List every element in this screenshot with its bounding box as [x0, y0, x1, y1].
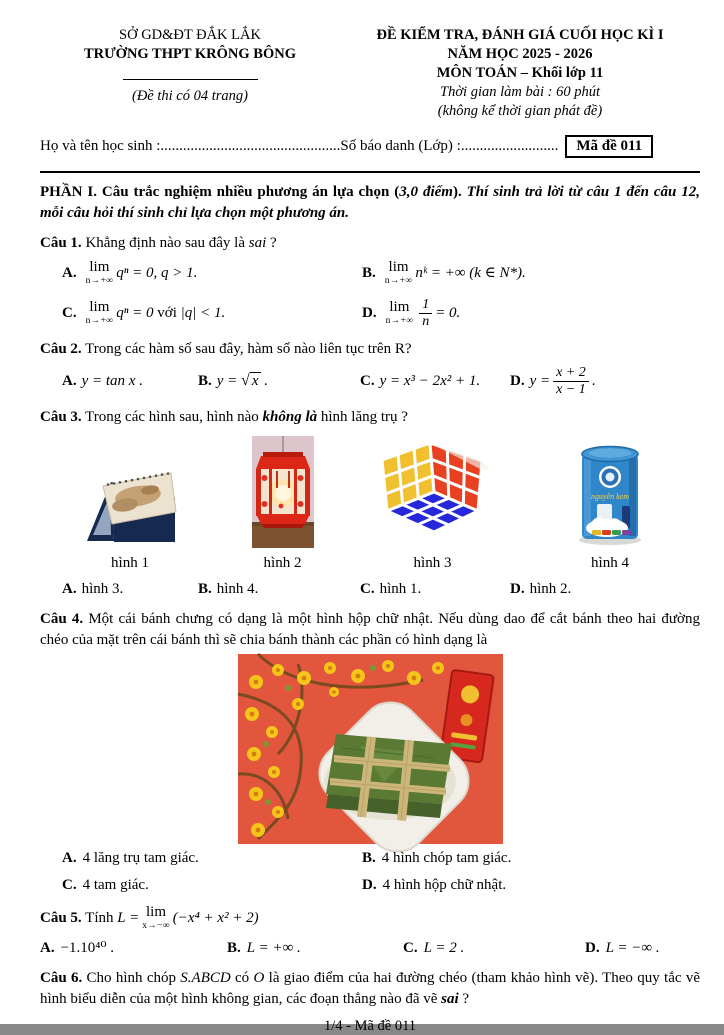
- option-formula: |q| < 1.: [180, 304, 226, 321]
- question-3: [40, 407, 700, 600]
- question-1-options: [62, 260, 700, 330]
- question-5-stem: Tính: [81, 909, 118, 926]
- header-right: [340, 26, 700, 121]
- option-letter: C.: [360, 372, 375, 389]
- question-1-text: [40, 233, 700, 254]
- option-text: hình 4.: [216, 580, 259, 597]
- lim-word: lim: [388, 259, 409, 275]
- part1-intro: [40, 182, 700, 224]
- lim-word: lim: [389, 298, 410, 315]
- lantern-image: [252, 436, 314, 548]
- option-1d[interactable]: [362, 297, 700, 330]
- figure-2-caption: hình 2: [263, 554, 302, 571]
- option-letter: D.: [362, 876, 377, 893]
- question-3-figures: [40, 436, 700, 574]
- rubiks-cube-image: [372, 436, 494, 548]
- question-4-text: [40, 609, 700, 651]
- option-letter: A.: [62, 580, 77, 597]
- question-6-tail: ?: [458, 991, 470, 1008]
- option-formula: qⁿ = 0: [116, 304, 154, 321]
- option-1a[interactable]: [62, 260, 362, 287]
- header-left: [40, 26, 340, 121]
- section-rule: [40, 171, 700, 173]
- option-1c[interactable]: [62, 297, 362, 330]
- option-2a[interactable]: [62, 365, 198, 398]
- option-formula: (−x⁴ + x² + 2): [172, 909, 259, 926]
- limit-notation: [385, 260, 413, 287]
- option-text: L = +∞ .: [246, 940, 301, 957]
- question-2-options: [62, 365, 700, 398]
- question-5-options: [40, 938, 700, 959]
- radical-sign: √: [241, 372, 250, 390]
- option-letter: A.: [40, 940, 55, 957]
- option-letter: B.: [227, 940, 241, 957]
- formula-prefix: L =: [117, 909, 140, 926]
- option-4b[interactable]: [362, 848, 700, 869]
- radicand: x: [251, 373, 259, 390]
- question-6-stem3: là giao điểm của hai đường chéo (tham khảo hình vẽ). Theo quy tắc vẽ hình biểu diễn của một hình không gian, các đoạn thẳng nào đã vẽ: [40, 970, 700, 1008]
- question-3-tail: hình lăng trụ ?: [317, 408, 408, 425]
- option-formula: nᵏ = +∞ (k ∈ N*).: [415, 264, 526, 281]
- figure-1-caption: hình 1: [111, 554, 149, 571]
- option-letter: D.: [510, 372, 525, 389]
- option-letter: C.: [360, 580, 375, 597]
- lim-subscript: n→+∞: [85, 315, 114, 326]
- option-3d[interactable]: [510, 579, 700, 600]
- limit-notation: [86, 260, 114, 287]
- formula-suffix: .: [260, 373, 268, 390]
- pages-note: (Đề thi có 04 trang): [132, 88, 248, 104]
- option-text: 4 hình hộp chữ nhật.: [382, 876, 507, 893]
- option-4d[interactable]: [362, 875, 700, 896]
- question-3-options: [62, 579, 700, 600]
- milk-can-image: [570, 440, 650, 548]
- fraction: [553, 365, 589, 398]
- question-6: [40, 968, 700, 1010]
- limit-notation: [386, 300, 414, 327]
- option-letter: B.: [198, 372, 212, 389]
- question-2-stem: Trong các hàm số sau đây, hàm số nào liên tục trên R?: [81, 340, 412, 357]
- option-text: −1.10⁴⁰ .: [60, 940, 115, 957]
- figure-3: [345, 436, 520, 574]
- question-2: [40, 339, 700, 398]
- question-6-text: [40, 968, 700, 1010]
- fraction-numerator: x + 2: [553, 365, 589, 382]
- pyramid-name: S.ABCD: [180, 970, 231, 987]
- can-label-text: nguyên kem: [591, 491, 629, 501]
- header: [40, 26, 700, 121]
- option-formula: [217, 370, 268, 392]
- calendar-image: [83, 458, 178, 548]
- part1-close: ).: [452, 184, 467, 200]
- figure-4: [520, 440, 700, 574]
- option-4c[interactable]: [62, 875, 362, 896]
- option-text: L = −∞ .: [605, 940, 660, 957]
- option-letter: D.: [362, 304, 377, 321]
- question-1: [40, 233, 700, 330]
- option-letter: A.: [62, 849, 77, 866]
- option-4a[interactable]: [62, 848, 362, 869]
- option-connector: với: [153, 304, 181, 321]
- question-5-label: Câu 5.: [40, 909, 82, 926]
- option-1b[interactable]: [362, 260, 700, 287]
- option-2c[interactable]: [360, 365, 510, 398]
- option-formula: y = tan x .: [81, 372, 143, 389]
- lim-word: lim: [145, 903, 166, 920]
- figure-3-caption: hình 3: [413, 554, 452, 571]
- lim-subscript: n→+∞: [384, 276, 413, 286]
- question-4: [40, 609, 700, 896]
- fraction-denominator: x − 1: [556, 381, 586, 397]
- option-5d[interactable]: [585, 938, 700, 959]
- question-6-stem: Cho hình chóp: [82, 970, 181, 987]
- question-1-tail: ?: [266, 235, 277, 251]
- limit-notation: [86, 300, 114, 327]
- question-6-stem2: có: [230, 970, 254, 987]
- option-text: 4 tam giác.: [82, 876, 149, 893]
- formula-suffix: .: [591, 372, 596, 389]
- option-letter: B.: [362, 264, 376, 281]
- question-5-text: [40, 905, 700, 932]
- question-6-label: Câu 6.: [40, 970, 83, 987]
- formula-prefix: y =: [529, 372, 551, 389]
- option-letter: C.: [62, 304, 77, 321]
- question-2-text: [40, 339, 700, 360]
- option-letter: D.: [585, 940, 600, 957]
- point-name: O: [253, 970, 265, 987]
- option-5c[interactable]: [403, 938, 585, 959]
- option-text: 4 hình chóp tam giác.: [381, 849, 512, 866]
- fraction-numerator: 1: [419, 297, 432, 314]
- option-formula: y = x³ − 2x² + 1.: [379, 372, 481, 389]
- department-name: SỞ GD&ĐT ĐẮK LẮK: [119, 27, 261, 43]
- fraction-denominator: n: [422, 313, 430, 329]
- option-letter: A.: [62, 372, 77, 389]
- header-divider: [123, 79, 258, 80]
- part1-lead: PHẦN I. Câu trắc nghiệm nhiều phương án lựa chọn (: [40, 184, 400, 200]
- time-note: (không kể thời gian phát đề): [437, 103, 603, 119]
- student-id-label: Số báo danh (Lớp) :: [340, 138, 461, 154]
- banh-chung-photo: [238, 654, 503, 844]
- page-footer: 1/4 - Mã đề 011: [323, 1018, 417, 1035]
- student-id-dots: ..........................: [460, 138, 559, 154]
- school-year: NĂM HỌC 2025 - 2026: [447, 46, 593, 62]
- exam-title: ĐỀ KIỂM TRA, ĐÁNH GIÁ CUỐI HỌC KÌ I: [376, 27, 664, 43]
- lim-subscript: x→−∞: [142, 920, 170, 931]
- question-4-label: Câu 4.: [40, 610, 84, 627]
- question-5: [40, 905, 700, 960]
- school-name: TRƯỜNG THPT KRÔNG BÔNG: [83, 46, 297, 62]
- option-letter: C.: [62, 876, 77, 893]
- question-1-emphasis: sai: [248, 235, 267, 251]
- option-2b[interactable]: [198, 365, 360, 398]
- option-letter: C.: [403, 940, 418, 957]
- option-text: hình 2.: [529, 580, 572, 597]
- question-4-options: [62, 848, 700, 896]
- option-5a[interactable]: [40, 938, 227, 959]
- option-text: L = 2 .: [423, 940, 465, 957]
- option-letter: B.: [362, 849, 376, 866]
- time-limit: Thời gian làm bài : 60 phút: [440, 84, 600, 100]
- option-2d[interactable]: [510, 365, 700, 398]
- figure-1: [40, 458, 220, 574]
- lim-word: lim: [89, 298, 110, 315]
- question-3-stem: Trong các hình sau, hình nào: [81, 408, 263, 425]
- question-6-emphasis: sai: [441, 991, 459, 1008]
- lim-subscript: n→+∞: [385, 315, 414, 326]
- option-formula: = 0.: [435, 304, 461, 321]
- lim-subscript: n→+∞: [85, 276, 114, 286]
- figure-4-caption: hình 4: [591, 554, 629, 571]
- part1-instructions: Thí sinh trả lời từ câu 1 đến câu 12, mỗi câu hỏi thí sinh chỉ lựa chọn một phương án.: [40, 184, 701, 221]
- question-1-label: Câu 1.: [40, 235, 82, 251]
- question-3-emphasis: không là: [262, 408, 318, 425]
- option-letter: A.: [62, 264, 77, 281]
- option-text: hình 3.: [81, 580, 124, 597]
- question-3-text: [40, 407, 700, 428]
- option-formula: qⁿ = 0, q > 1.: [116, 264, 198, 281]
- option-letter: B.: [198, 580, 212, 597]
- option-3c[interactable]: [360, 579, 510, 600]
- exam-code-box: Mã đề 011: [565, 135, 653, 158]
- question-3-label: Câu 3.: [40, 408, 82, 425]
- part1-points: 3,0 điểm: [399, 184, 453, 200]
- option-letter: D.: [510, 580, 525, 597]
- figure-2: [220, 436, 345, 574]
- formula-prefix: y =: [216, 373, 242, 390]
- option-5b[interactable]: [227, 938, 403, 959]
- question-1-stem: Khẳng định nào sau đây là: [81, 235, 249, 251]
- lim-word: lim: [89, 259, 110, 275]
- student-info-line: [40, 135, 700, 158]
- fraction: [419, 297, 432, 330]
- option-text: hình 1.: [379, 580, 422, 597]
- question-2-label: Câu 2.: [40, 340, 82, 357]
- student-name-label: Họ và tên học sinh :: [40, 138, 161, 154]
- option-text: 4 lăng trụ tam giác.: [82, 849, 199, 866]
- subject-line: MÔN TOÁN – Khối lớp 11: [436, 65, 604, 81]
- option-3a[interactable]: [62, 579, 198, 600]
- question-4-photo-wrap: [40, 654, 700, 844]
- limit-notation: [142, 905, 170, 932]
- option-3b[interactable]: [198, 579, 360, 600]
- question-4-stem: Một cái bánh chưng có dạng là một hình hộp chữ nhật. Nếu dùng dao để cắt bánh theo hai đường chéo của mặt trên cái bánh thì sẽ chia bánh thành các phần có hình dạng là: [40, 610, 700, 648]
- student-name-dots: ................................................: [160, 138, 341, 154]
